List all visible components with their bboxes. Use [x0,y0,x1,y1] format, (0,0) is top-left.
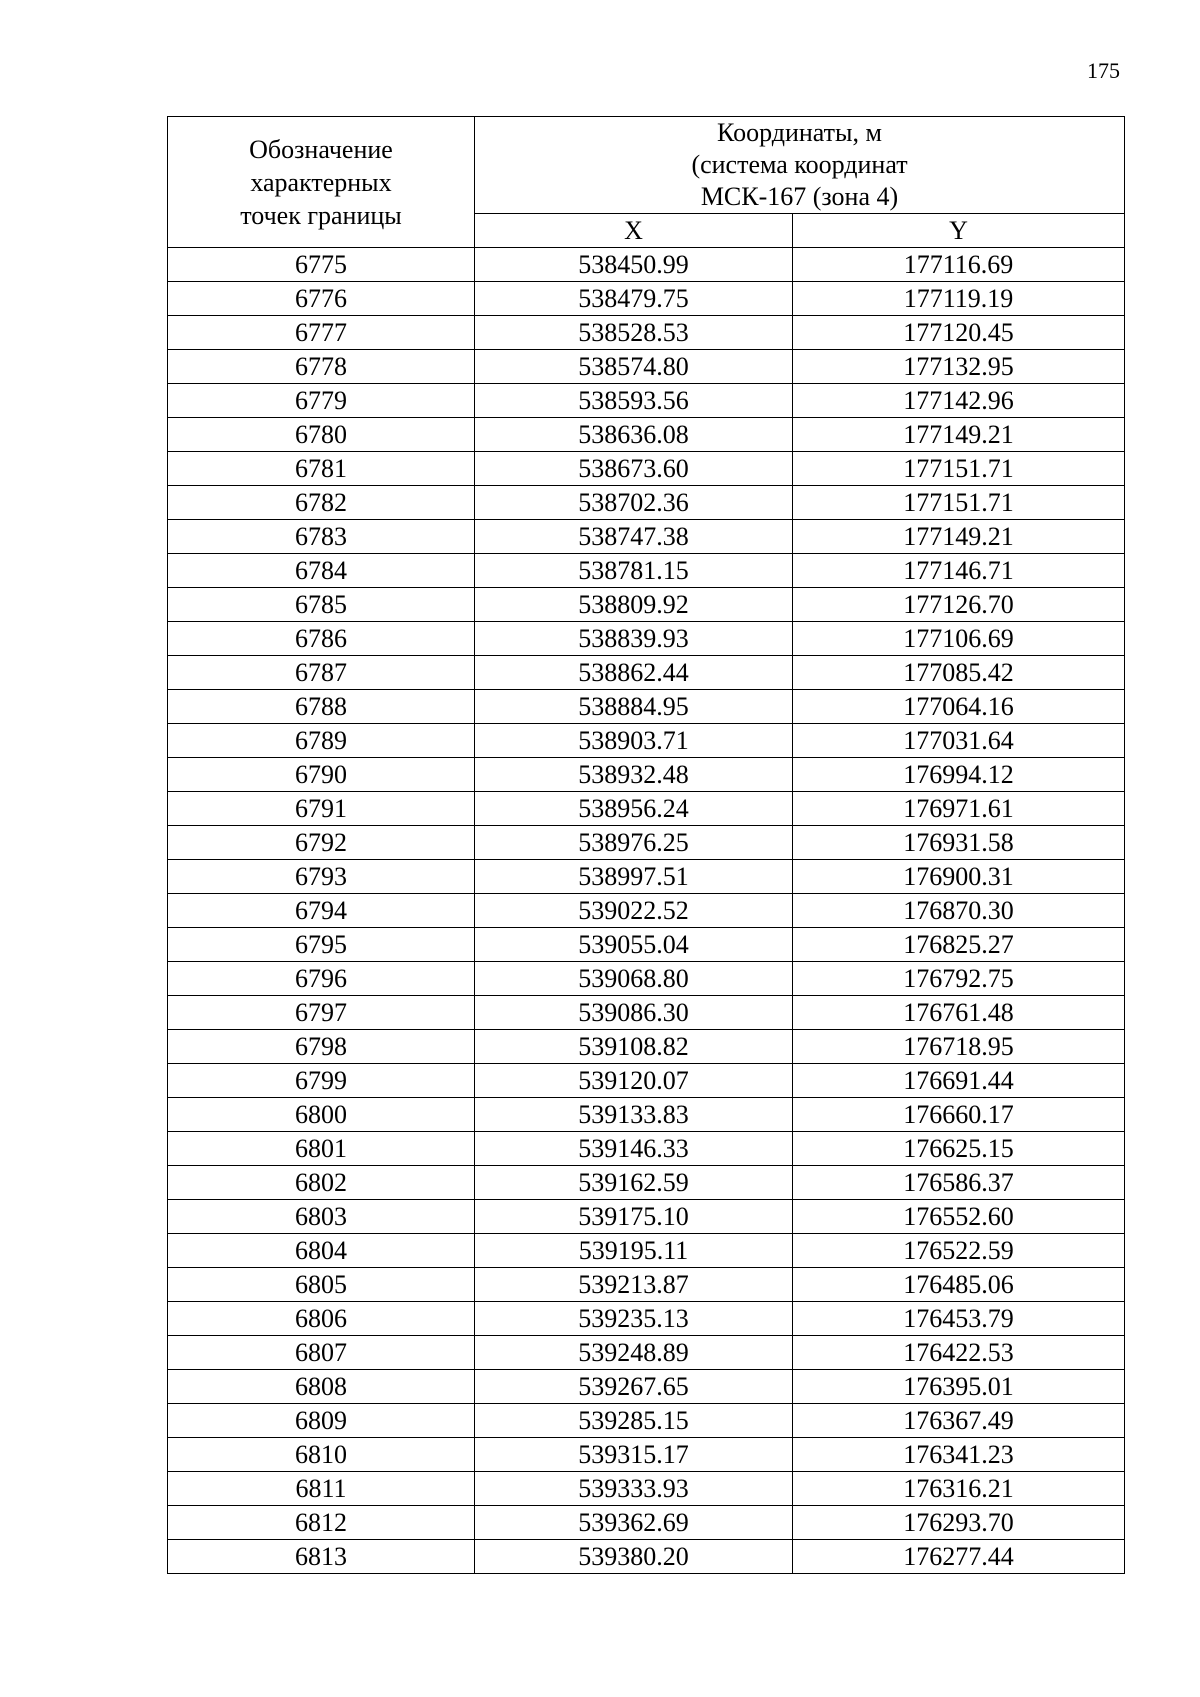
x-cell: 538932.48 [475,758,793,792]
table-row [168,656,1125,690]
y-cell: 177031.64 [793,724,1125,758]
x-cell: 538997.51 [475,860,793,894]
table-row [168,452,1125,486]
point-cell: 6779 [168,384,475,418]
y-cell: 176625.15 [793,1132,1125,1166]
x-cell: 538809.92 [475,588,793,622]
table-row [168,248,1125,282]
y-cell: 176660.17 [793,1098,1125,1132]
y-cell: 176586.37 [793,1166,1125,1200]
point-cell: 6798 [168,1030,475,1064]
y-cell: 176870.30 [793,894,1125,928]
point-cell: 6785 [168,588,475,622]
x-cell: 539022.52 [475,894,793,928]
table-row [168,1336,1125,1370]
table-row [168,1438,1125,1472]
header-y: Y [793,214,1125,248]
point-cell: 6786 [168,622,475,656]
page-number: 175 [1087,58,1120,83]
y-cell: 177149.21 [793,520,1125,554]
header-coordinates-line: Координаты, м [717,118,882,147]
table-row [168,418,1125,452]
x-cell: 539380.20 [475,1540,793,1574]
x-cell: 539055.04 [475,928,793,962]
table-row [168,1166,1125,1200]
y-cell: 177085.42 [793,656,1125,690]
x-cell: 539146.33 [475,1132,793,1166]
x-cell: 539162.59 [475,1166,793,1200]
x-cell: 538747.38 [475,520,793,554]
point-cell: 6804 [168,1234,475,1268]
table-row [168,486,1125,520]
table-row [168,1234,1125,1268]
x-cell: 538884.95 [475,690,793,724]
point-cell: 6776 [168,282,475,316]
y-cell: 176522.59 [793,1234,1125,1268]
table-row [168,996,1125,1030]
x-cell: 539333.93 [475,1472,793,1506]
x-cell: 538450.99 [475,248,793,282]
point-cell: 6777 [168,316,475,350]
table-row [168,520,1125,554]
table-body [168,248,1125,1574]
y-cell: 176316.21 [793,1472,1125,1506]
table-row [168,316,1125,350]
y-cell: 177149.21 [793,418,1125,452]
y-cell: 177120.45 [793,316,1125,350]
table-row [168,554,1125,588]
y-cell: 177126.70 [793,588,1125,622]
point-cell: 6792 [168,826,475,860]
x-cell: 539068.80 [475,962,793,996]
x-cell: 538956.24 [475,792,793,826]
point-cell: 6788 [168,690,475,724]
x-cell: 539285.15 [475,1404,793,1438]
x-cell: 538781.15 [475,554,793,588]
y-cell: 176691.44 [793,1064,1125,1098]
point-cell: 6810 [168,1438,475,1472]
point-cell: 6791 [168,792,475,826]
x-cell: 539362.69 [475,1506,793,1540]
table-row [168,1540,1125,1574]
header-coordinates-line: (система координат [691,150,908,179]
y-cell: 177151.71 [793,486,1125,520]
point-cell: 6794 [168,894,475,928]
point-cell: 6809 [168,1404,475,1438]
table-row [168,1302,1125,1336]
table-row [168,792,1125,826]
x-cell: 539213.87 [475,1268,793,1302]
header-designation [168,117,475,248]
y-cell: 176761.48 [793,996,1125,1030]
x-cell: 538862.44 [475,656,793,690]
y-cell: 177119.19 [793,282,1125,316]
header-coordinates [475,117,1125,214]
y-cell: 177064.16 [793,690,1125,724]
point-cell: 6806 [168,1302,475,1336]
point-cell: 6784 [168,554,475,588]
x-cell: 539315.17 [475,1438,793,1472]
table-header [168,117,1125,248]
point-cell: 6782 [168,486,475,520]
point-cell: 6811 [168,1472,475,1506]
x-cell: 538976.25 [475,826,793,860]
header-designation-line: характерных [250,167,392,197]
y-cell: 176453.79 [793,1302,1125,1336]
x-cell: 538903.71 [475,724,793,758]
header-x: X [475,214,793,248]
x-cell: 539120.07 [475,1064,793,1098]
x-cell: 539195.11 [475,1234,793,1268]
point-cell: 6800 [168,1098,475,1132]
y-cell: 176900.31 [793,860,1125,894]
table-row [168,1098,1125,1132]
y-cell: 176422.53 [793,1336,1125,1370]
x-cell: 539086.30 [475,996,793,1030]
table-row [168,384,1125,418]
y-cell: 177116.69 [793,248,1125,282]
y-cell: 176341.23 [793,1438,1125,1472]
header-coordinates-line: МСК-167 (зона 4) [700,182,899,211]
x-cell: 538574.80 [475,350,793,384]
point-cell: 6790 [168,758,475,792]
table-row [168,894,1125,928]
point-cell: 6807 [168,1336,475,1370]
point-cell: 6793 [168,860,475,894]
point-cell: 6803 [168,1200,475,1234]
table-row [168,622,1125,656]
y-cell: 176277.44 [793,1540,1125,1574]
table-row [168,1200,1125,1234]
y-cell: 176718.95 [793,1030,1125,1064]
table-row [168,1030,1125,1064]
point-cell: 6781 [168,452,475,486]
x-cell: 539248.89 [475,1336,793,1370]
point-cell: 6783 [168,520,475,554]
point-cell: 6797 [168,996,475,1030]
point-cell: 6805 [168,1268,475,1302]
x-cell: 539175.10 [475,1200,793,1234]
point-cell: 6812 [168,1506,475,1540]
point-cell: 6796 [168,962,475,996]
y-cell: 176971.61 [793,792,1125,826]
table-row [168,1268,1125,1302]
point-cell: 6778 [168,350,475,384]
x-cell: 539235.13 [475,1302,793,1336]
header-designation-line: Обозначение [249,134,393,164]
point-cell: 6808 [168,1370,475,1404]
point-cell: 6813 [168,1540,475,1574]
x-cell: 538702.36 [475,486,793,520]
table-row [168,350,1125,384]
table-row [168,1064,1125,1098]
table-row [168,588,1125,622]
table-row [168,282,1125,316]
x-cell: 539108.82 [475,1030,793,1064]
table-row [168,1472,1125,1506]
x-cell: 538479.75 [475,282,793,316]
y-cell: 176367.49 [793,1404,1125,1438]
y-cell: 176293.70 [793,1506,1125,1540]
table-row [168,860,1125,894]
point-cell: 6789 [168,724,475,758]
y-cell: 177151.71 [793,452,1125,486]
y-cell: 176552.60 [793,1200,1125,1234]
point-cell: 6795 [168,928,475,962]
coordinates-table [167,116,1125,1574]
table-row [168,962,1125,996]
table-row [168,724,1125,758]
y-cell: 177146.71 [793,554,1125,588]
y-cell: 176931.58 [793,826,1125,860]
y-cell: 176994.12 [793,758,1125,792]
table-row [168,826,1125,860]
table-row [168,1506,1125,1540]
y-cell: 177132.95 [793,350,1125,384]
x-cell: 538636.08 [475,418,793,452]
table-row [168,690,1125,724]
point-cell: 6802 [168,1166,475,1200]
y-cell: 176792.75 [793,962,1125,996]
x-cell: 539267.65 [475,1370,793,1404]
y-cell: 176485.06 [793,1268,1125,1302]
x-cell: 538839.93 [475,622,793,656]
x-cell: 539133.83 [475,1098,793,1132]
point-cell: 6801 [168,1132,475,1166]
point-cell: 6775 [168,248,475,282]
y-cell: 177142.96 [793,384,1125,418]
y-cell: 176395.01 [793,1370,1125,1404]
table-row [168,1132,1125,1166]
point-cell: 6780 [168,418,475,452]
table-row [168,1404,1125,1438]
y-cell: 176825.27 [793,928,1125,962]
table-row [168,758,1125,792]
x-cell: 538673.60 [475,452,793,486]
table-row [168,1370,1125,1404]
point-cell: 6799 [168,1064,475,1098]
table-row [168,928,1125,962]
y-cell: 177106.69 [793,622,1125,656]
x-cell: 538528.53 [475,316,793,350]
point-cell: 6787 [168,656,475,690]
x-cell: 538593.56 [475,384,793,418]
header-designation-line: точек границы [240,200,402,230]
